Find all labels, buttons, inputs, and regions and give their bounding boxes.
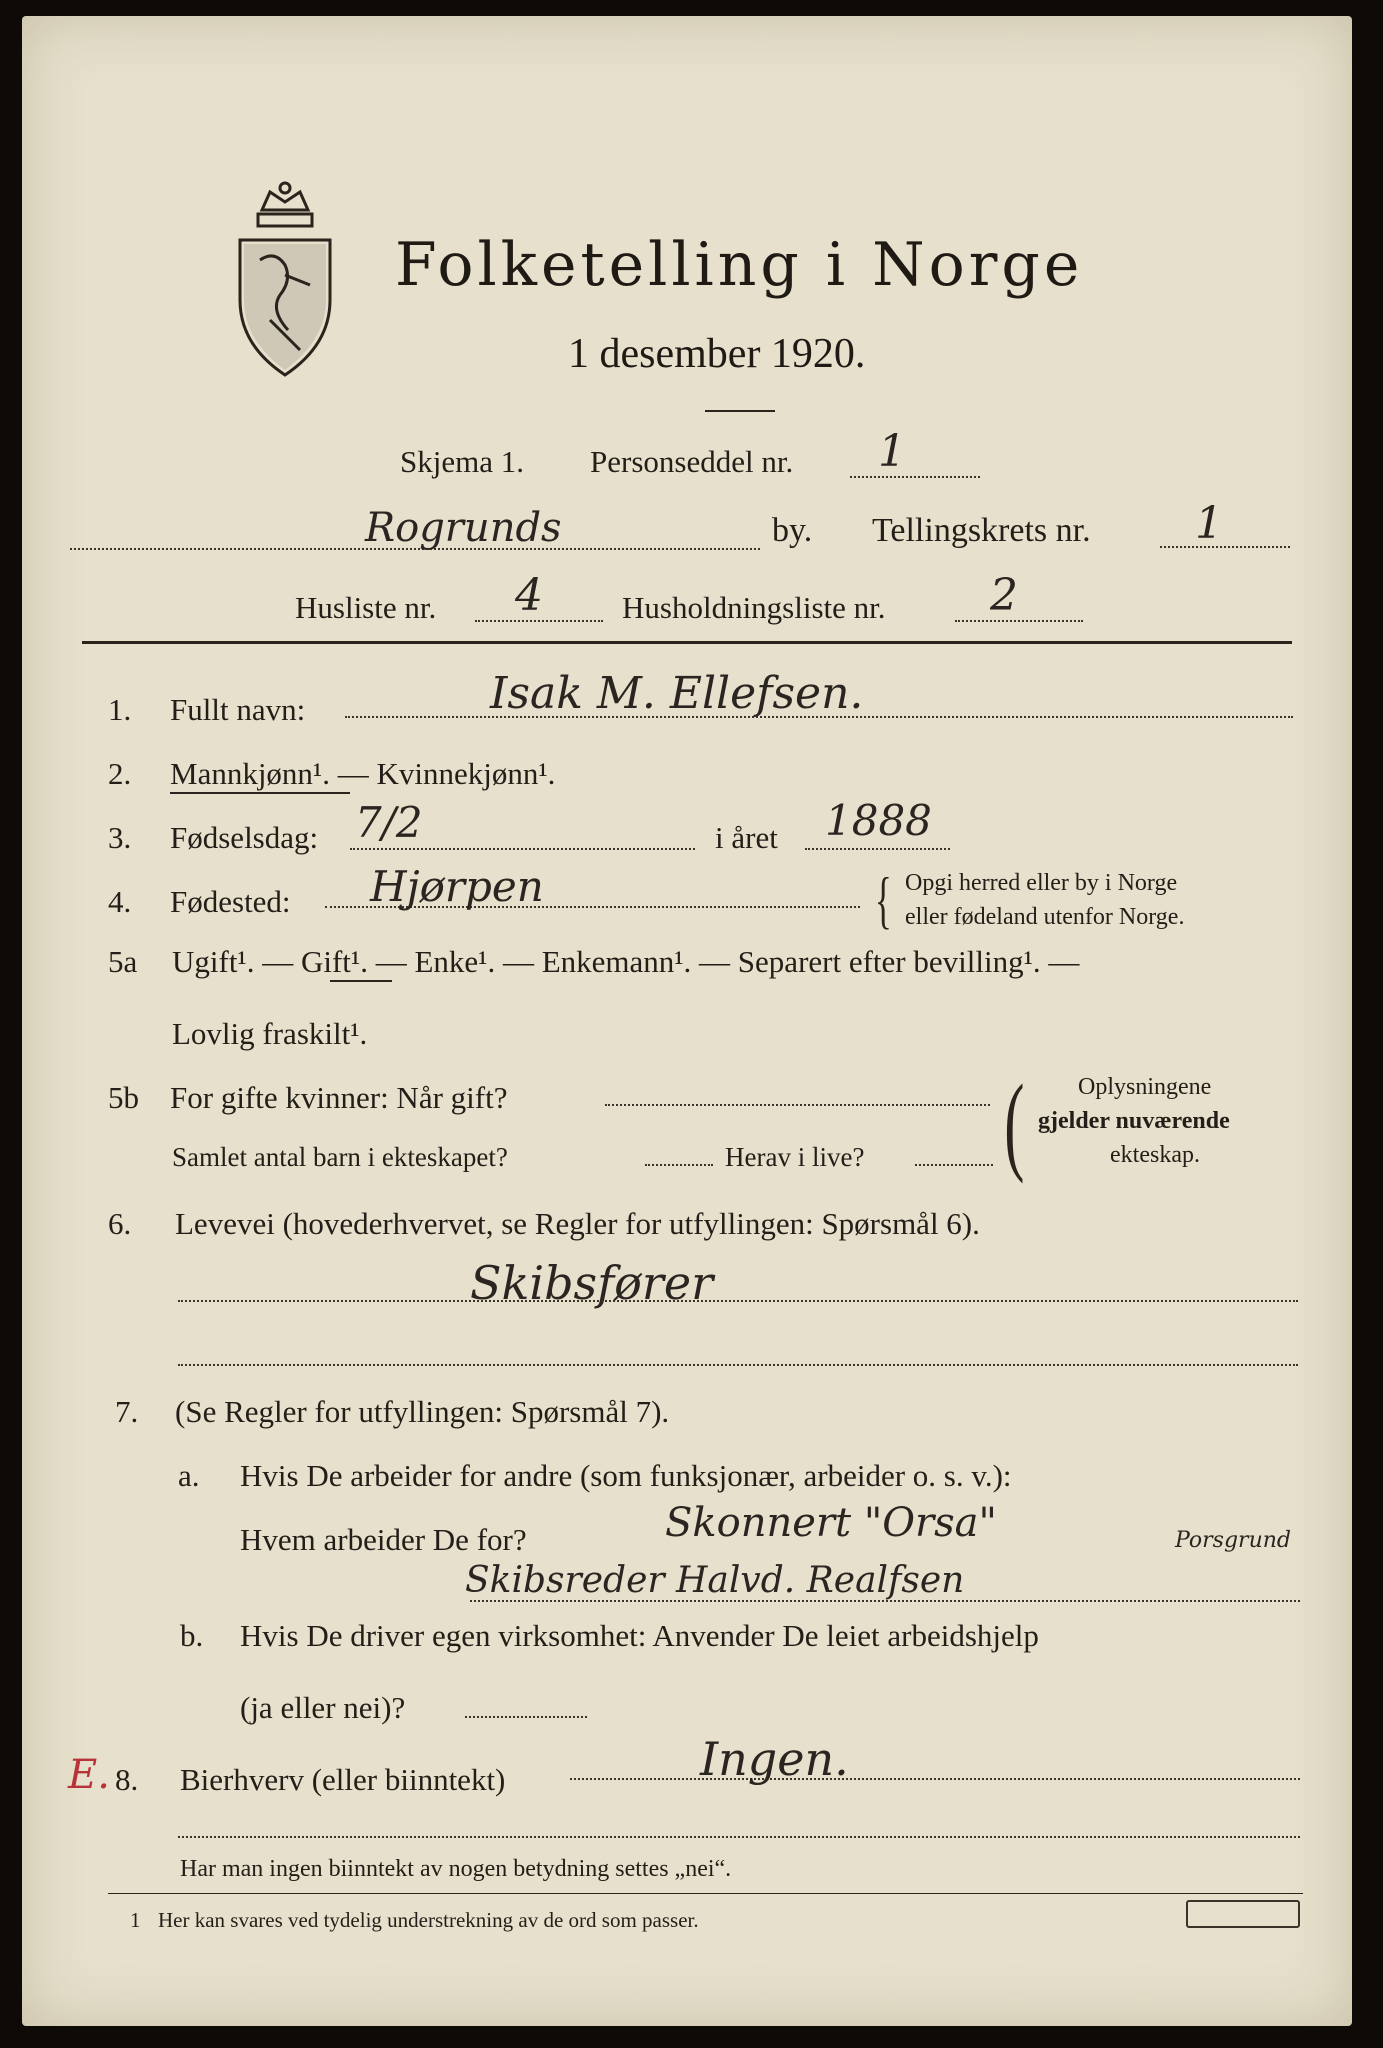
- husliste-label: Husliste nr.: [295, 590, 437, 625]
- q7-label: (Se Regler for utfyllingen: Spørsmål 7).: [175, 1394, 670, 1429]
- mannkjonn-underline: [170, 792, 350, 794]
- q6-label: Levevei (hovederhvervet, se Regler for utfyllingen: Spørsmål 6).: [175, 1206, 980, 1241]
- q8-label: Bierhverv (eller biinntekt): [180, 1762, 506, 1797]
- full-name-value[interactable]: Isak M. Ellefsen.: [490, 668, 864, 719]
- q7a-who-label: Hvem arbeider De for?: [240, 1522, 527, 1557]
- gift-underline: [330, 980, 392, 982]
- q7b-letter: b.: [180, 1618, 204, 1653]
- husholdning-label: Husholdningsliste nr.: [622, 590, 886, 625]
- q4-number: 4.: [108, 884, 132, 919]
- header-divider: [82, 641, 1292, 644]
- q7a-letter: a.: [178, 1458, 200, 1493]
- personseddel-value[interactable]: 1: [878, 426, 906, 477]
- q1-label: Fullt navn:: [170, 692, 306, 727]
- employer-value-1[interactable]: Skonnert "Orsa": [665, 1500, 997, 1546]
- footnote-mark: 1: [130, 1908, 141, 1932]
- q5b-number: 5b: [108, 1080, 139, 1115]
- q8-number: 8.: [115, 1762, 139, 1797]
- gender-options[interactable]: Mannkjønn¹. — Kvinnekjønn¹.: [170, 756, 556, 791]
- skjema-label: Skjema 1.: [400, 444, 524, 479]
- husholdning-value[interactable]: 2: [990, 570, 1018, 621]
- q7-number: 7.: [115, 1394, 139, 1429]
- birth-year-value[interactable]: 1888: [825, 796, 932, 845]
- census-date: 1 desember 1920.: [568, 331, 866, 377]
- by-label: by.: [772, 512, 813, 549]
- q7a-label: Hvis De arbeider for andre (som funksjonær, arbeider o. s. v.):: [240, 1458, 1012, 1493]
- tellingskrets-value[interactable]: 1: [1195, 498, 1223, 549]
- by-value[interactable]: Rogrunds: [365, 505, 562, 551]
- marital-status-options[interactable]: Ugift¹. — Gift¹. — Enke¹. — Enkemann¹. — Separert efter bevilling¹. —: [172, 944, 1080, 979]
- tellingskrets-label: Tellingskrets nr.: [872, 512, 1091, 549]
- norwegian-coat-of-arms-icon: [230, 180, 340, 380]
- q3-year-label: i året: [715, 820, 778, 855]
- employer-value-2[interactable]: Skibsreder Halvd. Realfsen: [465, 1560, 965, 1601]
- q5b-note-line3: ekteskap.: [1110, 1142, 1200, 1168]
- q7b-label: Hvis De driver egen virksomhet: Anvender De leiet arbeidshjelp: [240, 1618, 1039, 1653]
- q4-label: Fødested:: [170, 884, 291, 919]
- footnote-divider: [108, 1893, 1303, 1894]
- q5b-note-line1: Oplysningene: [1078, 1074, 1212, 1100]
- footer-note: Har man ingen biinntekt av nogen betydning settes „nei“.: [180, 1856, 732, 1882]
- side-income-value[interactable]: Ingen.: [700, 1732, 849, 1786]
- birthplace-value[interactable]: Hjørpen: [370, 862, 544, 911]
- q2-number: 2.: [108, 756, 132, 791]
- q3-label: Fødselsdag:: [170, 820, 319, 855]
- q5a-number: 5a: [108, 944, 138, 979]
- q4-note-line1: Opgi herred eller by i Norge: [905, 870, 1178, 896]
- occupation-value[interactable]: Skibsfører: [470, 1256, 714, 1310]
- birthday-value[interactable]: 7/2: [355, 798, 423, 847]
- title-ornament: [705, 410, 775, 412]
- form-title: Folketelling i Norge: [395, 230, 1084, 300]
- employer-value-3[interactable]: Porsgrund: [1175, 1528, 1291, 1553]
- personseddel-label: Personseddel nr.: [590, 444, 794, 479]
- husliste-value[interactable]: 4: [515, 570, 543, 621]
- printer-stamp-icon: [1186, 1900, 1300, 1928]
- footnote-text: Her kan svares ved tydelig understrekning av de ord som passer.: [158, 1908, 699, 1932]
- q3-number: 3.: [108, 820, 132, 855]
- marital-status-options-2[interactable]: Lovlig fraskilt¹.: [172, 1016, 368, 1051]
- q6-number: 6.: [108, 1206, 132, 1241]
- q5b-children-label: Samlet antal barn i ekteskapet?: [172, 1142, 508, 1172]
- q5b-alive-label: Herav i live?: [725, 1142, 865, 1172]
- q5b-note-line2: gjelder nuværende: [1038, 1108, 1230, 1134]
- q1-number: 1.: [108, 692, 132, 727]
- q4-note-line2: eller fødeland utenfor Norge.: [905, 904, 1185, 930]
- q8-margin-note: E.: [68, 1752, 110, 1798]
- q5b-label: For gifte kvinner: Når gift?: [170, 1080, 508, 1115]
- q7b-label2: (ja eller nei)?: [240, 1690, 406, 1725]
